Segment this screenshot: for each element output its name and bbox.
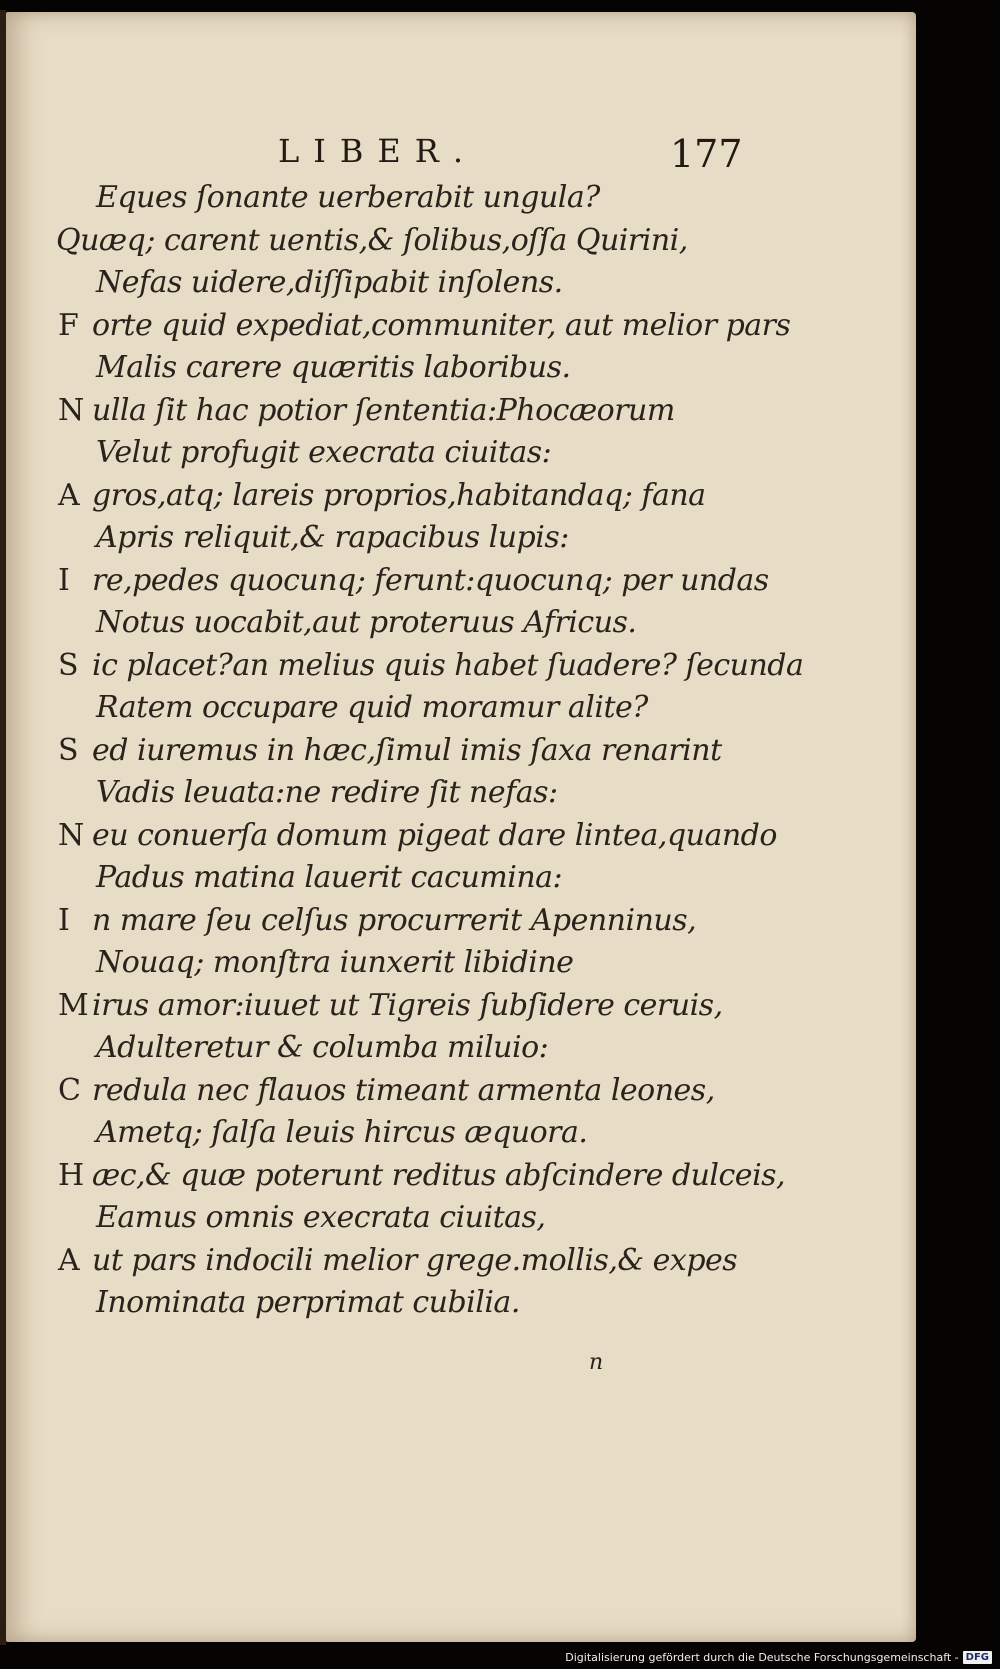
verse-line: ed iuremus in hæc,ſimul imis ſaxa renarint: [92, 732, 722, 768]
verse-line: Velut profugit execrata ciuitas:: [96, 435, 552, 470]
verse-line: Ametq; ſalſa leuis hircus æquora.: [96, 1115, 588, 1150]
verse-line: re,pedes quocunq; ferunt:quocunq; per undas: [92, 562, 769, 598]
verse-initial: F: [58, 307, 79, 343]
verse-initial: M: [58, 987, 89, 1023]
verse-line: orte quid expediat,communiter, aut melior pars: [92, 307, 791, 343]
verse-line: Inominata perprimat cubilia.: [96, 1285, 520, 1320]
verse-line: Nefas uidere,diſſipabit inſolens.: [96, 265, 563, 300]
verse-line: Nouaq; monſtra iunxerit libidine: [96, 945, 574, 980]
verse-initial: H: [58, 1157, 85, 1193]
verse-initial: I: [58, 902, 70, 938]
digitization-footer: [565, 1649, 992, 1665]
verse-initial: N: [58, 392, 85, 428]
verse-initial: S: [58, 732, 79, 768]
verse-line: irus amor:iuuet ut Tigreis ſubſidere ceruis,: [92, 987, 723, 1023]
verse-line: Malis carere quæritis laboribus.: [96, 350, 571, 385]
verse-line: Eamus omnis execrata ciuitas,: [96, 1200, 546, 1235]
verse-line: gros,atq; lareis proprios,habitandaq; fana: [92, 477, 706, 513]
verse-line: Eques ſonante uerberabit ungula?: [96, 180, 600, 215]
verse-line: Padus matina lauerit cacumina:: [96, 860, 563, 895]
verse-initial: I: [58, 562, 70, 598]
verse-line: Notus uocabit,aut proteruus Africus.: [96, 605, 637, 640]
verse-line: Ratem occupare quid moramur alite?: [96, 690, 648, 725]
book-page: [6, 12, 916, 1642]
verse-initial: C: [58, 1072, 81, 1108]
verse-initial: N: [58, 817, 85, 853]
page-number: 177: [670, 132, 743, 176]
verse-line: Quæq; carent uentis,& ſolibus,oſſa Quirini,: [56, 222, 688, 258]
verse-line: n mare ſeu celſus procurrerit Apenninus,: [92, 902, 697, 938]
verse-text-block: [6, 12, 916, 1642]
verse-line: redula nec flauos timeant armenta leones,: [92, 1072, 715, 1108]
verse-line: Apris reliquit,& rapacibus lupis:: [96, 520, 569, 555]
verse-line: ic placet?an melius quis habet ſuadere? ſecunda: [92, 647, 804, 683]
verse-initial: S: [58, 647, 79, 683]
verse-initial: A: [58, 477, 80, 513]
verse-line: Adulteretur & columba miluio:: [96, 1030, 549, 1065]
running-title: LIBER.: [278, 132, 478, 170]
verse-line: Vadis leuata:ne redire ſit nefas:: [96, 775, 558, 810]
signature-mark: n: [589, 1350, 604, 1375]
footer-credit-text: Digitalisierung gefördert durch die Deutsche Forschungsgemeinschaft -: [565, 1650, 959, 1664]
verse-line: ut pars indocili melior grege.mollis,& expes: [92, 1242, 738, 1278]
verse-initial: A: [58, 1242, 80, 1278]
verse-line: ulla ſit hac potior ſententia:Phocæorum: [92, 392, 675, 428]
verse-line: æc,& quæ poterunt reditus abſcindere dulceis,: [92, 1157, 786, 1193]
verse-line: eu conuerſa domum pigeat dare lintea,quando: [92, 817, 777, 853]
dfg-logo: DFG: [963, 1651, 992, 1664]
